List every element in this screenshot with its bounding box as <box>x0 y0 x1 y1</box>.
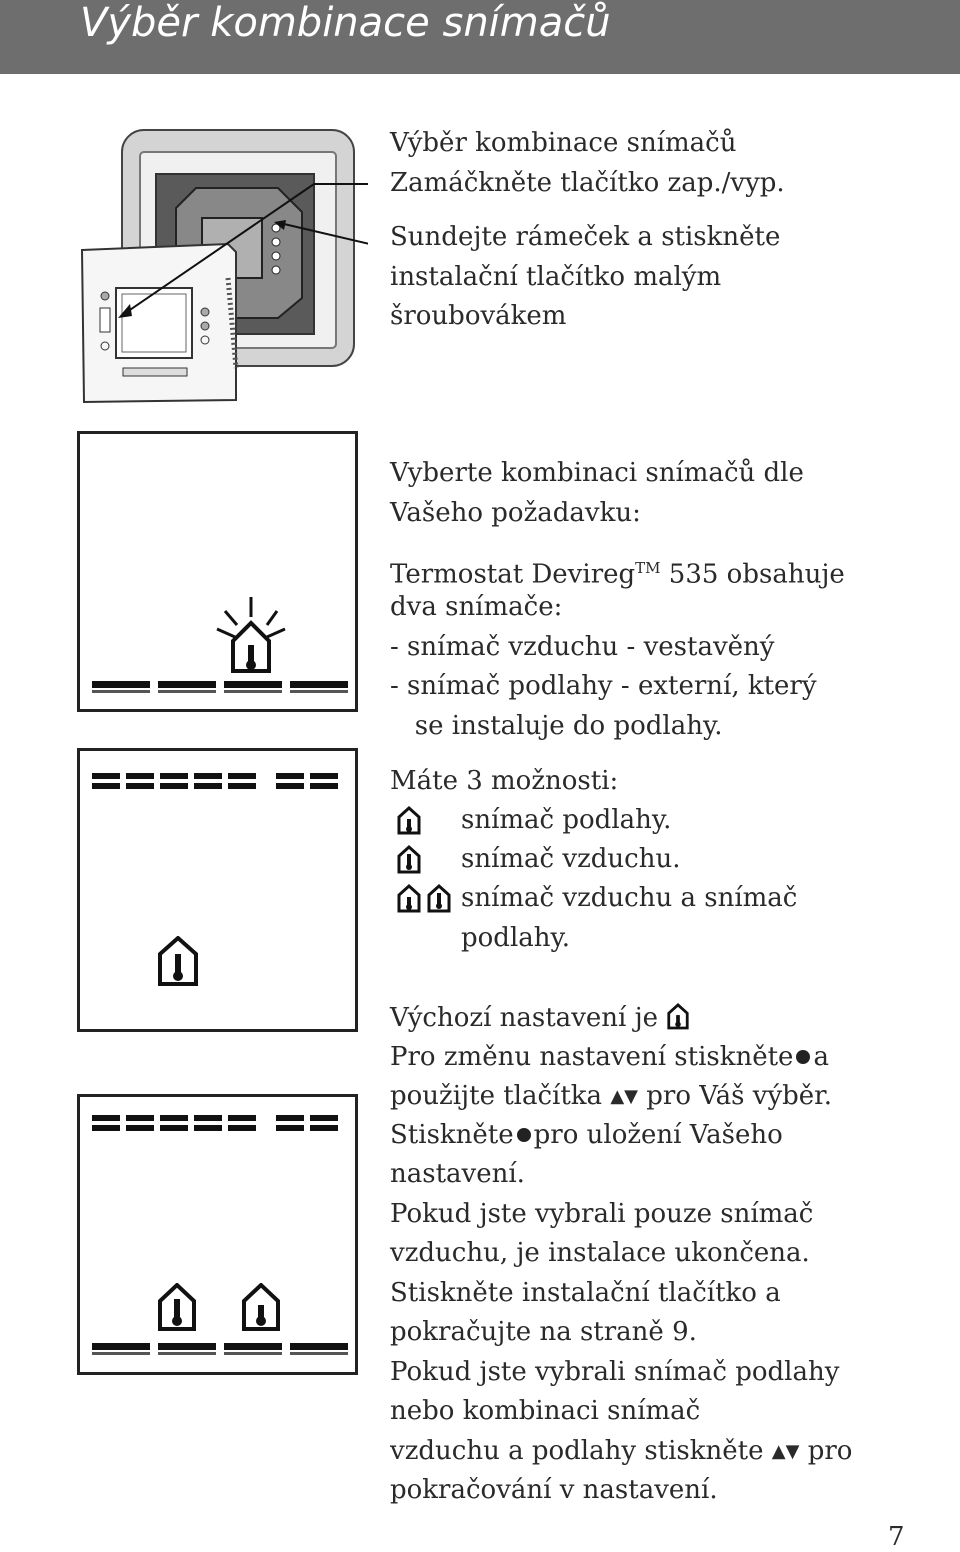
option-both-2: podlahy. <box>461 923 571 953</box>
page-header <box>0 0 960 74</box>
body-line: vzduchu, je instalace ukončena. <box>390 1238 810 1268</box>
display-floor-sensor <box>77 431 358 712</box>
select-intro-2: Vašeho požadavku: <box>390 498 641 528</box>
body-line: nebo kombinaci snímač <box>390 1396 701 1426</box>
page-number: 7 <box>888 1522 905 1552</box>
up-down-arrows-icon: ▲▼ <box>771 1441 800 1462</box>
air-sensor-icon <box>156 1283 198 1333</box>
body-line: nastavení. <box>390 1159 525 1189</box>
air-sensor-icon <box>396 844 422 874</box>
floor-sensor-icon <box>240 1283 282 1333</box>
description-line-4: - snímač podlahy - externí, který <box>390 671 817 701</box>
body-line: pokračujte na straně 9. <box>390 1317 697 1347</box>
air-sensor-icon <box>426 883 452 913</box>
page-title: Výběr kombinace snímačů <box>80 0 611 46</box>
description-line-3: - snímač vzduchu - vestavěný <box>390 632 775 662</box>
description-line-2: dva snímače: <box>390 592 563 622</box>
floor-sensor-icon <box>666 1002 690 1030</box>
ok-button-icon <box>796 1050 810 1064</box>
body-line: Stiskněte instalační tlačítko a <box>390 1278 781 1308</box>
floor-sensor-icon <box>396 883 422 913</box>
intro-line-3: Sundejte rámeček a stiskněte <box>390 222 781 252</box>
description-line-1: Termostat Devireg™ 535 obsahuje <box>390 559 845 590</box>
body-line: pokračování v nastavení. <box>390 1475 718 1505</box>
save-instruction: Stiskněte pro uložení Vašeho <box>390 1120 783 1150</box>
description-line-5: se instaluje do podlahy. <box>390 711 723 741</box>
intro-line-2: Zamáčkněte tlačítko zap./vyp. <box>390 168 785 198</box>
options-title: Máte 3 možnosti: <box>390 766 619 796</box>
intro-line-4: instalační tlačítko malým <box>390 262 722 292</box>
air-sensor-icon <box>156 936 200 988</box>
up-down-arrows-icon: ▲▼ <box>610 1086 639 1107</box>
ok-button-icon <box>517 1128 531 1142</box>
option-air: snímač vzduchu. <box>461 844 681 874</box>
option-both-1: snímač vzduchu a snímač <box>461 883 798 913</box>
intro-line-1: Výběr kombinace snímačů <box>390 128 737 158</box>
continue-instruction: vzduchu a podlahy stiskněte ▲▼ pro <box>390 1436 853 1466</box>
default-setting: Výchozí nastavení je <box>390 1002 690 1033</box>
body-line: Pokud jste vybrali snímač podlahy <box>390 1357 840 1387</box>
thermostat-device-icon <box>78 128 368 408</box>
floor-sensor-icon <box>215 589 295 679</box>
change-instruction: Pro změnu nastavení stiskněte a <box>390 1042 829 1072</box>
display-air-sensor <box>77 748 358 1032</box>
intro-line-5: šroubovákem <box>390 301 567 331</box>
display-both-sensors <box>77 1094 358 1375</box>
use-buttons-instruction: použijte tlačítka ▲▼ pro Váš výběr. <box>390 1081 833 1111</box>
floor-sensor-icon <box>396 805 422 835</box>
body-line: Pokud jste vybrali pouze snímač <box>390 1199 814 1229</box>
select-intro-1: Vyberte kombinaci snímačů dle <box>390 458 804 488</box>
option-floor: snímač podlahy. <box>461 805 672 835</box>
